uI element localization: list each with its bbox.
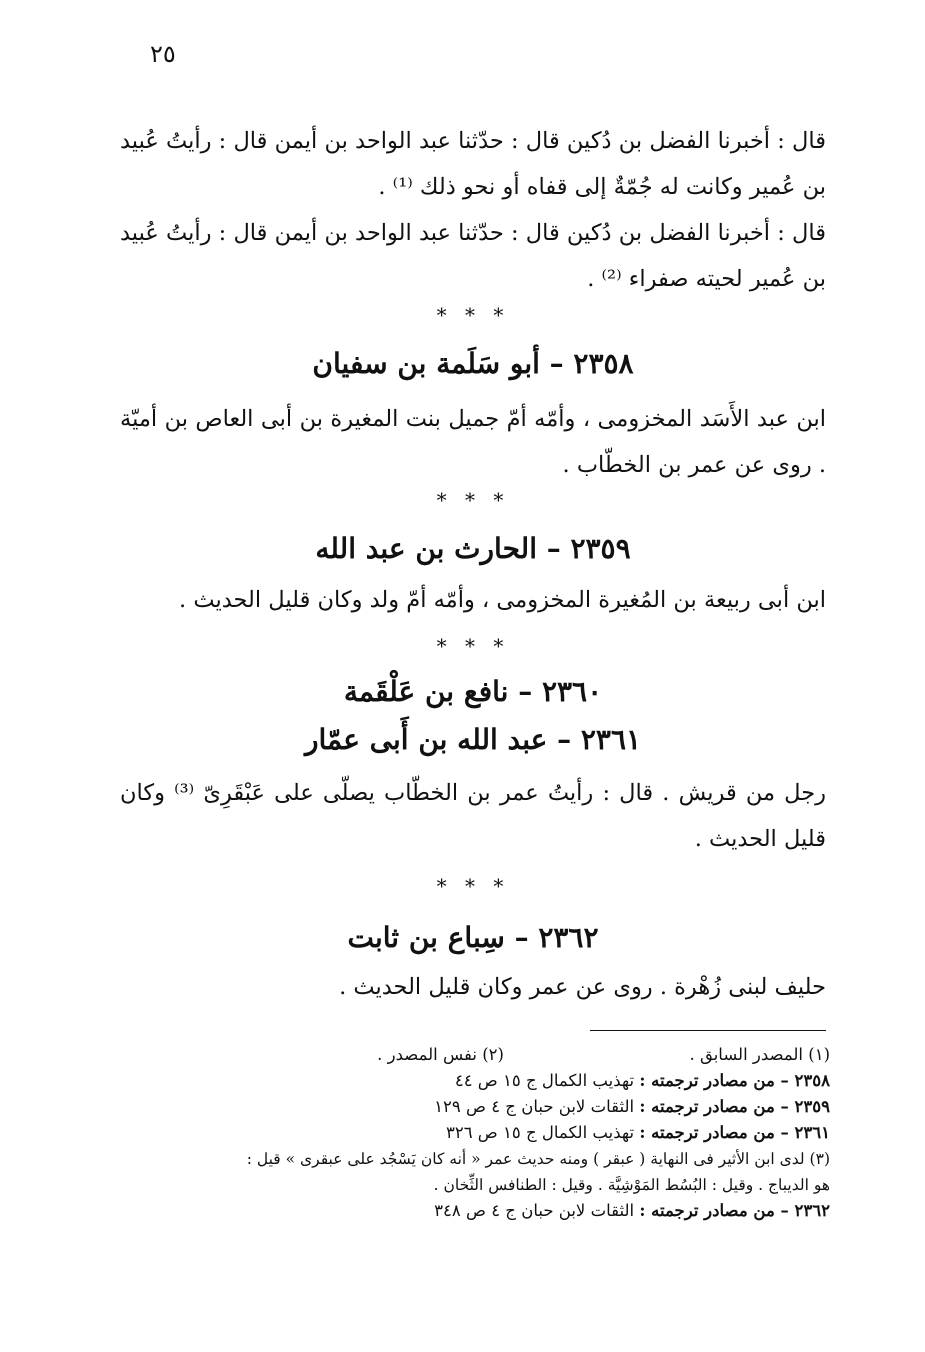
source-label: ٢٣٥٨ – من مصادر ترجمته : [639,1071,830,1090]
source-text: تهذيب الكمال ج ١٥ ص ٣٢٦ [445,1123,635,1142]
entry-heading: ٢٣٥٨ – أبو سَلَمة بن سفيان [312,347,634,380]
source-2361 [130,1120,830,1146]
source-label: ٢٣٦٢ – من مصادر ترجمته : [639,1201,830,1220]
section-separator: * * * [436,488,510,512]
footnotes [130,1042,830,1224]
source-label: ٢٣٦١ – من مصادر ترجمته : [639,1123,830,1142]
footnote-rule [590,1030,826,1031]
entry-2360 [120,668,826,716]
source-label: ٢٣٥٩ – من مصادر ترجمته : [639,1097,830,1116]
source-2362 [130,1198,830,1224]
footnote-3-line-2: هو الديباج . وقيل : البُسُط المَوْشِيَّة . وقيل : الطنافس الثِّخان . [433,1176,830,1194]
entry-heading: ٢٣٦١ – عبد الله بن أَبى عمّار [304,723,642,756]
source-2359 [130,1094,830,1120]
footnote-2: (٢) نفس المصدر . [377,1045,504,1064]
entry-2361 [120,716,826,862]
paragraph-2: قال : أخبرنا الفضل بن دُكين قال : حدّثنا عبد الواحد بن أيمن قال : رأيتُ عُبيد بن عُمير لحيته صفراء ⁽²⁾ . [120,220,826,292]
entry-body: رجل من قريش . قال : رأيتُ عمر بن الخطّاب يصلّى على عَبْقَرِىّ ⁽³⁾ وكان قليل الحديث . [120,780,826,852]
footnote-3-line-1: (٣) لدى ابن الأثير فى النهاية ( عبقر ) ومنه حديث عمر « أنه كان يَسْجُد على عبقرى » قيل : [246,1150,830,1168]
page-number: ٢٥ [150,40,176,68]
source-text: تهذيب الكمال ج ١٥ ص ٤٤ [454,1071,635,1090]
entry-body: ابن عبد الأَسَد المخزومى ، وأمّه أمّ جميل بنت المغيرة بن أبى العاص بن أميّة . روى عن عمر بن الخطّاب . [120,406,826,478]
section-separator: * * * [436,874,510,898]
entry-heading: ٢٣٦٢ – سِباع بن ثابت [347,921,599,954]
entry-2359 [120,525,826,623]
entry-body: حليف لبنى زُهْرة . روى عن عمر وكان قليل الحديث . [339,974,826,1000]
footnote-1: (١) المصدر السابق . [689,1045,830,1064]
footnote-row-1-2 [130,1042,830,1068]
source-text: الثقات لابن حبان ج ٤ ص ١٢٩ [434,1097,635,1116]
section-separator: * * * [436,634,510,658]
entry-2358 [120,340,826,488]
entry-heading: ٢٣٥٩ – الحارث بن عبد الله [315,532,631,565]
entry-body: ابن أبى ربيعة بن المُغيرة المخزومى ، وأمّه أمّ ولد وكان قليل الحديث . [179,587,826,613]
section-separator: * * * [436,303,510,327]
source-text: الثقات لابن حبان ج ٤ ص ٣٤٨ [434,1201,635,1220]
source-2358 [130,1068,830,1094]
entry-2362 [120,914,826,1010]
entry-heading: ٢٣٦٠ – نافع بن عَلْقَمة [343,675,603,708]
paragraph-1: قال : أخبرنا الفضل بن دُكين قال : حدّثنا عبد الواحد بن أيمن قال : رأيتُ عُبيد بن عُمير وكانت له جُمّةٌ إلى قفاه أو نحو ذلك ⁽¹⁾ . [120,128,826,200]
narration-block [120,118,826,302]
